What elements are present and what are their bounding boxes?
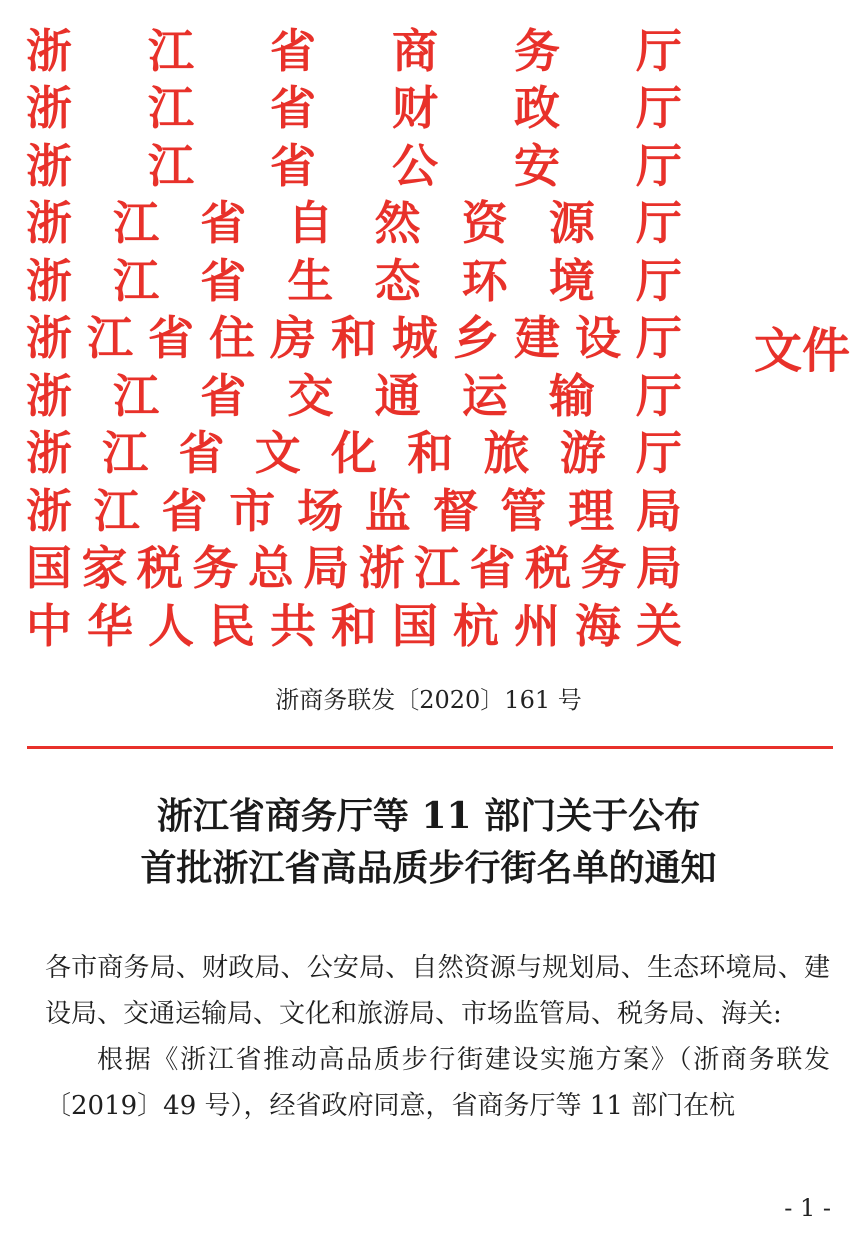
issuer-char: 江 (113, 253, 160, 308)
issuer-char: 省 (270, 23, 316, 78)
issuer-char: 国 (26, 541, 72, 596)
issuer-char: 境 (548, 253, 595, 308)
issuer-row (24, 22, 684, 80)
issuer-char: 杭 (453, 598, 499, 653)
issuer-char: 江 (414, 541, 461, 596)
issuer-char: 江 (93, 483, 140, 538)
issuer-char: 厅 (636, 426, 682, 481)
issuer-char: 浙 (26, 483, 72, 538)
issuer-char: 省 (200, 196, 247, 251)
issuer-char: 浙 (26, 23, 72, 78)
issuer-char: 安 (514, 138, 560, 193)
issuer-char: 局 (303, 541, 350, 596)
issuer-char: 厅 (635, 253, 682, 308)
issuer-char: 人 (148, 598, 194, 653)
issuer-char: 厅 (636, 311, 682, 366)
issuer-char: 和 (331, 311, 377, 366)
issuer-char: 游 (559, 426, 606, 481)
issuer-char: 厅 (636, 81, 682, 136)
issuer-row (24, 482, 684, 540)
issuer-char: 场 (297, 483, 344, 538)
addressees: 各市商务局、财政局、公安局、自然资源与规划局、生态环境局、建设局、交通运输局、文化和旅游局、市场监管局、税务局、海关: (45, 953, 830, 1029)
issuer-char: 理 (568, 483, 615, 538)
issuer-char: 乡 (453, 311, 499, 366)
issuer-char: 自 (287, 196, 334, 251)
issuer-char: 江 (148, 23, 194, 78)
issuer-char: 税 (525, 541, 572, 596)
title-line-2: 首批浙江省高品质步行街名单的通知 (140, 847, 717, 889)
issuer-char: 态 (374, 253, 421, 308)
issuer-char: 和 (407, 426, 454, 481)
issuer-char: 民 (209, 598, 255, 653)
issuer-row (24, 540, 684, 598)
issuer-char: 浙 (26, 426, 72, 481)
issuer-char: 省 (200, 253, 247, 308)
issuer-char: 江 (102, 426, 149, 481)
issuer-char: 共 (270, 598, 316, 653)
issuer-char: 然 (374, 196, 421, 251)
issuer-char: 家 (81, 541, 128, 596)
body-paragraph: 根据《浙江省推动高品质步行街建设实施方案》（浙商务联发〔2019〕49 号），经省政府同意，省商务厅等 11 部门在杭 (45, 1045, 830, 1121)
issuer-char: 城 (392, 311, 438, 366)
issuer-char: 商 (392, 23, 438, 78)
issuer-char: 浙 (358, 541, 405, 596)
issuer-row (24, 80, 684, 138)
issuer-char: 资 (461, 196, 508, 251)
issuer-char: 厅 (636, 23, 682, 78)
issuer-char: 设 (575, 311, 621, 366)
issuer-row (24, 367, 684, 425)
issuer-char: 文 (254, 426, 301, 481)
issuer-header (24, 22, 684, 655)
issuer-char: 厅 (636, 138, 682, 193)
issuer-char: 住 (209, 311, 255, 366)
issuer-char: 局 (635, 483, 682, 538)
issuer-char: 输 (548, 368, 595, 423)
document-number: 浙商务联发〔2020〕161 号 (275, 686, 582, 714)
issuer-char: 省 (148, 311, 194, 366)
document-body (45, 945, 830, 1129)
issuer-char: 华 (87, 598, 133, 653)
issuer-char: 旅 (483, 426, 530, 481)
issuer-char: 市 (229, 483, 276, 538)
issuer-char: 厅 (635, 368, 682, 423)
issuer-char: 局 (635, 541, 682, 596)
issuer-char: 建 (514, 311, 560, 366)
issuer-char: 政 (514, 81, 560, 136)
issuer-char: 和 (331, 598, 377, 653)
issuer-row (24, 425, 684, 483)
issuer-char: 房 (270, 311, 316, 366)
issuer-char: 运 (461, 368, 508, 423)
issuer-char: 浙 (26, 81, 72, 136)
issuer-char: 江 (113, 196, 160, 251)
issuer-row (24, 137, 684, 195)
issuer-char: 江 (87, 311, 133, 366)
issuer-char: 管 (500, 483, 547, 538)
issuer-char: 务 (514, 23, 560, 78)
issuer-char: 江 (113, 368, 160, 423)
issuer-char: 务 (580, 541, 627, 596)
issuer-char: 浙 (26, 138, 72, 193)
issuer-char: 公 (392, 138, 438, 193)
issuer-char: 浙 (26, 311, 72, 366)
issuer-char: 省 (469, 541, 516, 596)
issuer-char: 务 (192, 541, 239, 596)
issuer-row (24, 195, 684, 253)
issuer-char: 省 (178, 426, 225, 481)
document-title (0, 790, 857, 894)
issuer-char: 厅 (635, 196, 682, 251)
issuer-row (24, 252, 684, 310)
issuer-char: 总 (247, 541, 294, 596)
issuer-char: 通 (374, 368, 421, 423)
issuer-char: 省 (270, 81, 316, 136)
issuer-char: 江 (148, 138, 194, 193)
issuer-char: 环 (461, 253, 508, 308)
issuer-char: 国 (392, 598, 438, 653)
issuer-char: 浙 (26, 253, 72, 308)
page-number: - 1 - (784, 1194, 831, 1222)
issuer-char: 监 (364, 483, 411, 538)
issuer-char: 交 (287, 368, 334, 423)
issuer-char: 海 (575, 598, 621, 653)
issuer-char: 省 (270, 138, 316, 193)
issuer-row (24, 597, 684, 655)
issuer-char: 源 (548, 196, 595, 251)
issuer-char: 江 (148, 81, 194, 136)
document-type-label: 文件 (754, 323, 851, 379)
issuer-char: 省 (161, 483, 208, 538)
issuer-char: 州 (514, 598, 560, 653)
issuer-char: 浙 (26, 196, 72, 251)
issuer-char: 省 (200, 368, 247, 423)
issuer-char: 督 (432, 483, 479, 538)
issuer-row (24, 310, 684, 368)
issuer-char: 生 (287, 253, 334, 308)
title-line-1: 浙江省商务厅等 11 部门关于公布 (156, 795, 701, 837)
issuer-char: 浙 (26, 368, 72, 423)
issuer-char: 税 (136, 541, 183, 596)
issuer-char: 化 (331, 426, 377, 481)
issuer-char: 中 (26, 598, 72, 653)
red-divider (27, 746, 833, 749)
issuer-char: 关 (636, 598, 682, 653)
issuer-char: 财 (392, 81, 438, 136)
